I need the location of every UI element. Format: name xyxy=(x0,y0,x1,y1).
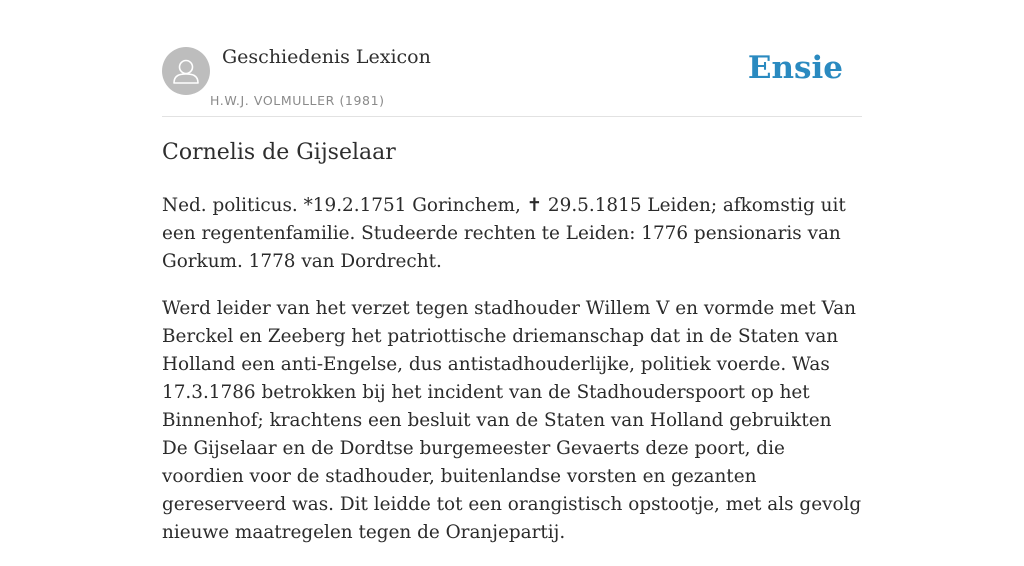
article-title: Cornelis de Gijselaar xyxy=(162,140,396,165)
article-header xyxy=(162,0,862,117)
book-title[interactable]: Geschiedenis Lexicon xyxy=(222,46,431,68)
author-avatar[interactable] xyxy=(162,47,210,95)
user-icon xyxy=(162,47,210,95)
article-body xyxy=(162,192,862,566)
ensie-logo[interactable]: Ensie xyxy=(747,50,843,86)
article-paragraph: Ned. politicus. *19.2.1751 Gorinchem, ✝ 29.5.1815 Leiden; afkomstig uit een regentenfamilie. Studeerde rechten te Leiden: 1776 pensionaris van Gorkum. 1778 van Dordrecht. xyxy=(162,195,846,272)
author-byline[interactable]: H.W.J. VOLMULLER (1981) xyxy=(210,93,385,108)
article-paragraph: Werd leider van het verzet tegen stadhouder Willem V en vormde met Van Berckel en Zeeberg het patriottische driemanschap dat in de Staten van Holland een anti-Engelse, dus antistadhouderlijke, politiek voerde. Was 17.3.1786 betrokken bij het incident van de Stadhouderspoort op het Binnenhof; krachtens een besluit van de Staten van Holland gebruikten De Gijselaar en de Dordtse burgemeester Gevaerts deze poort, die voordien voor de stadhouder, buitenlandse vorsten en gezanten gereserveerd was. Dit leidde tot een orangistisch opstootje, met als gevolg nieuwe maatregelen tegen de Oranjepartij. xyxy=(162,298,862,543)
page-container xyxy=(162,0,862,543)
